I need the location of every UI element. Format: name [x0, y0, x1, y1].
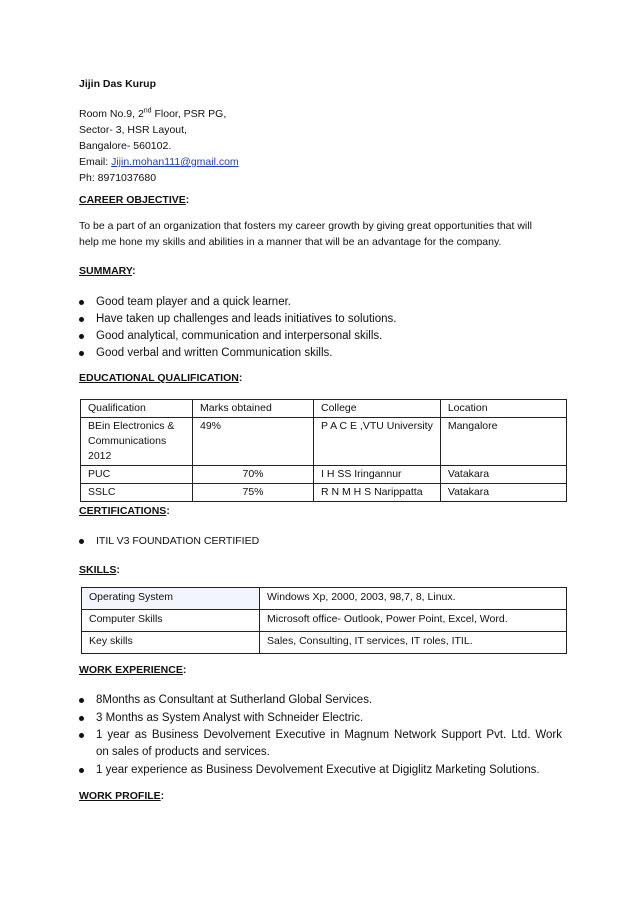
education-table	[80, 399, 567, 502]
bullet-icon	[79, 716, 84, 721]
summary-item: Good team player and a quick learner.	[96, 296, 291, 308]
table-cell: Vatakara	[440, 484, 566, 502]
work-experience-item: 1 year as Business Devolvement Executive in Magnum Network Support Pvt. Ltd. Work	[96, 729, 562, 741]
table-cell: Sales, Consulting, IT services, IT roles, ITIL.	[260, 632, 567, 654]
table-header-cell: Location	[440, 400, 566, 418]
table-cell: 75%	[193, 484, 314, 502]
table-row	[82, 632, 567, 654]
certification-item: ITIL V3 FOUNDATION CERTIFIED	[96, 535, 260, 547]
bullet-icon	[79, 698, 84, 703]
email-line: Email: Jijin.mohan111@gmail.com	[79, 156, 239, 168]
table-cell: Key skills	[82, 632, 260, 654]
address-line-3: Bangalore- 560102.	[79, 140, 172, 152]
table-row	[81, 466, 567, 484]
career-objective-heading: CAREER OBJECTIVE:	[79, 194, 190, 206]
bullet-icon	[79, 733, 84, 738]
table-cell: Computer Skills	[82, 610, 260, 632]
table-cell: Mangalore	[440, 418, 566, 466]
work-experience-item: 8Months as Consultant at Sutherland Global Services.	[96, 694, 373, 706]
table-cell: Vatakara	[440, 466, 566, 484]
work-experience-item: 1 year experience as Business Devolvement Executive at Digiglitz Marketing Solutions.	[96, 764, 540, 776]
summary-item: Have taken up challenges and leads initiatives to solutions.	[96, 313, 397, 325]
table-row	[82, 610, 567, 632]
candidate-name: Jijin Das Kurup	[79, 78, 157, 90]
table-header-row	[81, 400, 567, 418]
career-objective-line-1: To be a part of an organization that fosters my career growth by giving great opportunities that will	[79, 220, 532, 232]
skills-table	[81, 587, 567, 654]
bullet-icon	[79, 300, 84, 305]
table-row	[81, 484, 567, 502]
email-link[interactable]: Jijin.mohan111@gmail.com	[111, 156, 239, 168]
education-heading: EDUCATIONAL QUALIFICATION:	[79, 372, 243, 384]
bullet-icon	[79, 768, 84, 773]
career-objective-line-2: help me hone my skills and abilities in a manner that will be an advantage for the company.	[79, 236, 502, 248]
work-experience-heading: WORK EXPERIENCE:	[79, 664, 187, 676]
summary-item: Good analytical, communication and interpersonal skills.	[96, 330, 383, 342]
table-cell: PUC	[81, 466, 193, 484]
bullet-icon	[79, 317, 84, 322]
table-row	[81, 418, 567, 466]
table-cell: Windows Xp, 2000, 2003, 98,7, 8, Linux.	[260, 588, 567, 610]
phone-line: Ph: 8971037680	[79, 172, 157, 184]
summary-item: Good verbal and written Communication skills.	[96, 347, 333, 359]
table-cell: SSLC	[81, 484, 193, 502]
table-cell: Microsoft office- Outlook, Power Point, Excel, Word.	[260, 610, 567, 632]
summary-heading: SUMMARY:	[79, 265, 136, 277]
table-row	[82, 588, 567, 610]
table-header-cell: Marks obtained	[193, 400, 314, 418]
table-cell: 70%	[193, 466, 314, 484]
table-cell: BEin Electronics & Communications 2012	[81, 418, 193, 466]
address-line-2: Sector- 3, HSR Layout,	[79, 124, 187, 136]
bullet-icon	[79, 539, 84, 544]
bullet-icon	[79, 334, 84, 339]
table-header-cell: Qualification	[81, 400, 193, 418]
skills-heading: SKILLS:	[79, 564, 120, 576]
table-cell: I H SS Iringannur	[314, 466, 441, 484]
address-line-1: Room No.9, 2nd Floor, PSR PG,	[79, 107, 227, 120]
table-cell: Operating System	[82, 588, 260, 610]
table-cell: 49%	[193, 418, 314, 466]
certifications-heading: CERTIFICATIONS:	[79, 505, 170, 517]
table-header-cell: College	[314, 400, 441, 418]
work-profile-heading: WORK PROFILE:	[79, 790, 165, 802]
table-cell: P A C E ,VTU University	[314, 418, 441, 466]
work-experience-item: 3 Months as System Analyst with Schneider Electric.	[96, 712, 364, 724]
work-experience-item-continued: on sales of products and services.	[96, 746, 270, 758]
bullet-icon	[79, 351, 84, 356]
table-cell: R N M H S Narippatta	[314, 484, 441, 502]
